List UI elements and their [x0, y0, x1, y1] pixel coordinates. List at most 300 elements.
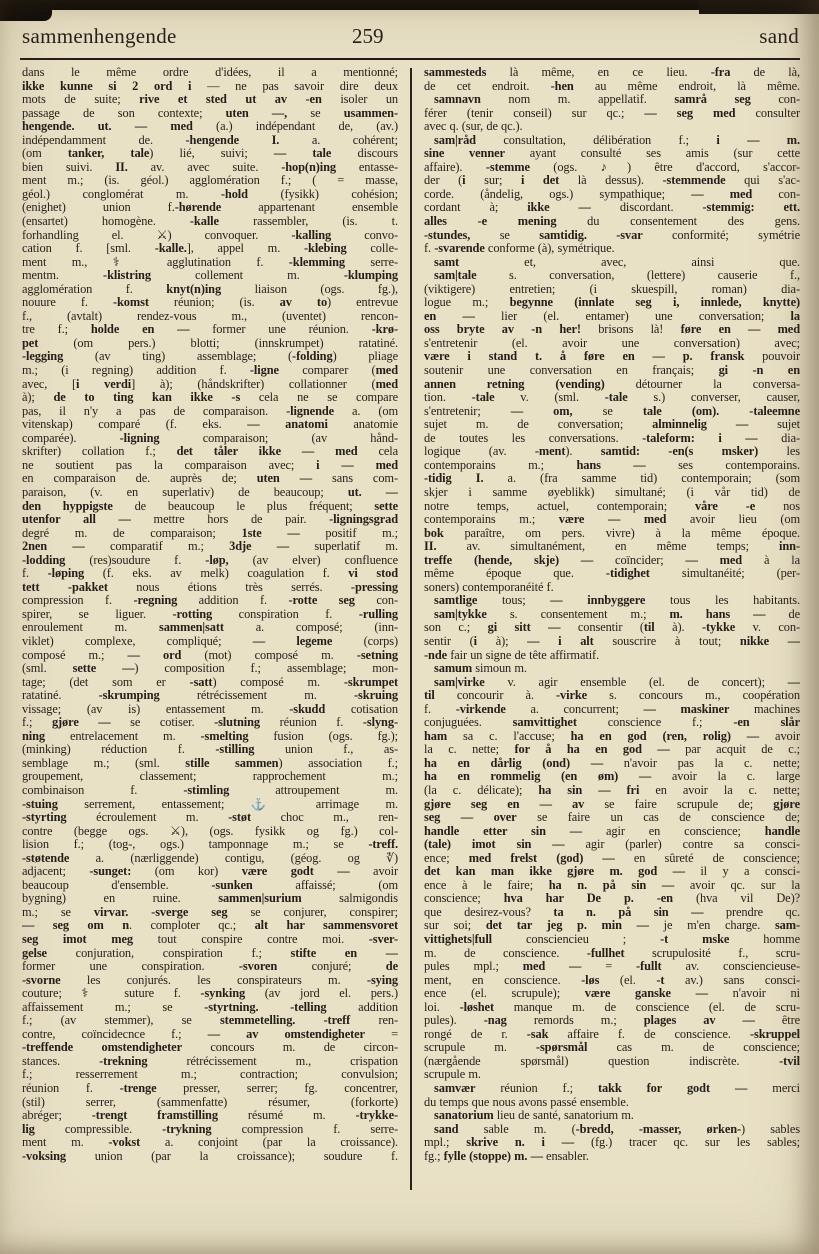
- text-line: [424, 66, 800, 80]
- headword-text: -satt: [189, 675, 213, 689]
- gloss-text: colle-: [346, 242, 398, 256]
- headword-text: fylle (stoppe) m. —: [443, 1149, 543, 1163]
- headword-text: -trykning: [162, 1122, 212, 1136]
- gloss-text: ] à); (håndskrifter) collationner (: [131, 377, 376, 391]
- headword-text: -trenge: [119, 1082, 157, 1096]
- text-line: [424, 256, 800, 270]
- gloss-text: v. (sml.: [494, 391, 605, 405]
- gloss-text: fg.;: [424, 1149, 444, 1163]
- gloss-text: comparatif m.;: [84, 540, 230, 554]
- gloss-text: scrupule m.: [424, 1068, 481, 1082]
- gloss-text: simoun m.: [472, 662, 527, 676]
- gloss-text: bien suivi.: [22, 160, 116, 174]
- headword-text: -pressing: [350, 580, 398, 594]
- text-line: [424, 784, 800, 798]
- headword-text: ha en rommelig (en øm) —: [424, 770, 652, 784]
- text-line: [22, 811, 398, 825]
- headword-text: for å ha en god —: [514, 743, 670, 757]
- gloss-text: con-: [752, 187, 800, 201]
- text-line: [424, 987, 800, 1001]
- headword-text: ha sin — fri: [538, 783, 640, 797]
- headword-text: sam-: [774, 919, 800, 933]
- headword-text: annen retning (vending): [424, 377, 605, 391]
- headword-text: (tale) imot sin —: [424, 838, 565, 852]
- gloss-text: (viktigere) entretien; (i skuespill, roman) dia-: [424, 282, 800, 296]
- headword-text: -lignende: [286, 404, 335, 418]
- text-line: [424, 527, 800, 541]
- gloss-text: du temps que nous avons passé ensemble.: [424, 1095, 629, 1109]
- headword-text: -rulling: [358, 607, 398, 621]
- text-line: [424, 798, 800, 812]
- headword-text: -skrumping: [98, 689, 160, 703]
- headword-text: det kan man ikke gjøre m. god —: [424, 865, 685, 879]
- gloss-text: ) sables: [741, 1122, 800, 1136]
- gloss-text: sujet: [748, 418, 800, 432]
- gloss-text: ses contemporains.: [645, 458, 800, 472]
- gloss-text: (res)soudure f.: [65, 553, 206, 567]
- gloss-text: rétrécissement m.: [159, 689, 355, 703]
- gloss-text: a. cohérent;: [279, 133, 398, 147]
- headword-text: -sying: [366, 973, 398, 987]
- text-line: [22, 635, 398, 649]
- headword-text: samvær: [434, 1082, 476, 1096]
- gloss-text: (fysikk) cohésion;: [247, 187, 398, 201]
- text-line: [22, 676, 398, 690]
- text-line: [424, 1136, 800, 1150]
- headword-text: -styrting: [22, 811, 67, 825]
- column-right: [424, 66, 800, 1163]
- gloss-text: et, avec, ainsi que.: [459, 255, 800, 269]
- gloss-text: agir (parler) contre sa consci-: [564, 838, 800, 852]
- text-line: [424, 594, 800, 608]
- headword-text: i verdi: [76, 377, 132, 391]
- text-line: [22, 161, 398, 175]
- gloss-text: groupement, classement; rapprochement m.;: [22, 770, 398, 784]
- gloss-text: f.; resserrement m.; contraction; convulsion;: [22, 1068, 398, 1082]
- gloss-text: (minking) réduction f.: [22, 743, 216, 757]
- text-line: [22, 825, 398, 839]
- headword-text: det tåler ikke — med: [176, 445, 358, 459]
- headword-text: —: [787, 675, 800, 689]
- headword-text: sette —: [72, 662, 135, 676]
- text-line: [22, 621, 398, 635]
- headword-text: uten —,: [225, 106, 288, 120]
- headword-text: skrive n. i —: [466, 1136, 575, 1150]
- text-line: [424, 1014, 800, 1028]
- gloss-text: ) lié, suivi;: [149, 147, 274, 161]
- text-line: [22, 919, 398, 933]
- text-line: [424, 459, 800, 473]
- headword-text: II.: [115, 160, 128, 174]
- headword-text: 3dje —: [229, 540, 290, 554]
- text-line: [424, 310, 800, 324]
- gloss-text: son c.;: [424, 621, 488, 635]
- gloss-text: discordant.: [590, 201, 703, 215]
- gloss-text: (stil) serrer, (sammenfatte) résumer, (forkorte): [22, 1095, 398, 1109]
- text-line: [22, 269, 398, 283]
- column-left: [22, 66, 398, 1163]
- text-line: [424, 947, 800, 961]
- gloss-text: logique (av.: [424, 445, 535, 459]
- text-line: [424, 120, 800, 134]
- headword-text: -løshet: [459, 1000, 494, 1014]
- headword-text: usammen-: [343, 106, 398, 120]
- gloss-text: entasse-: [336, 160, 398, 174]
- text-line: [424, 838, 800, 852]
- headword-text: -løs: [581, 973, 600, 987]
- gloss-text: pas, il n'y a pas de comparaison.: [22, 404, 287, 418]
- text-line: [22, 798, 398, 812]
- gloss-text: (hva vil De)?: [672, 892, 800, 906]
- gloss-text: avoir la c. large: [651, 770, 800, 784]
- text-line: [22, 405, 398, 419]
- gloss-text: pouvoir: [744, 350, 800, 364]
- headword-text: -skruing: [354, 689, 398, 703]
- gloss-text: skrifter) collation f.;: [22, 445, 177, 459]
- gloss-text: addition f.: [177, 594, 289, 608]
- text-line: [22, 445, 398, 459]
- headword-text: være — med: [558, 513, 667, 527]
- gloss-text: simultanéité; (per-: [649, 567, 800, 581]
- headword-text: sammesteds: [424, 66, 487, 79]
- gloss-text: ) pliage: [332, 350, 398, 364]
- headword-text: -slyng-: [362, 716, 398, 730]
- text-line: [22, 66, 398, 80]
- text-line: [424, 825, 800, 839]
- gloss-text: f.; (av stemmer), se: [22, 1014, 220, 1028]
- gloss-text: conspiration f.: [212, 607, 359, 621]
- gloss-text: anatomie: [327, 418, 398, 432]
- gloss-text: f.: [22, 567, 48, 581]
- headword-text: være i stand t. å føre en — p. fransk: [424, 350, 745, 364]
- headword-text: samrå seg: [674, 93, 751, 107]
- headword-text: alt har sammensvoret: [254, 919, 398, 933]
- headword-text: gelse: [22, 946, 47, 960]
- headword-text: samnavn: [434, 93, 481, 107]
- headword-text: -skruppel: [749, 1027, 800, 1041]
- text-line: [22, 134, 398, 148]
- headword-text: -treffende omstendigheter: [22, 1041, 182, 1055]
- gloss-text: il y a consci-: [684, 865, 800, 879]
- gloss-text: liaison (ogs. fg.),: [221, 282, 398, 296]
- text-line: [424, 608, 800, 622]
- headword-text: -stimling: [183, 783, 230, 797]
- gloss-text: les: [758, 445, 800, 459]
- gloss-text: se: [470, 228, 540, 242]
- headword-text: -nde: [424, 648, 448, 662]
- gloss-text: s. consentement m.;: [486, 607, 670, 621]
- text-line: [424, 581, 800, 595]
- gloss-text: comparaison; (av hånd-: [159, 431, 398, 445]
- guide-word-left: sammenhengende: [22, 24, 177, 48]
- gloss-text: détourner la conversa-: [604, 377, 800, 391]
- headword-text: -sak: [526, 1027, 549, 1041]
- gloss-text: remords m.;: [506, 1014, 644, 1028]
- gloss-text: conjuré;: [277, 960, 386, 974]
- text-line: [22, 364, 398, 378]
- headword-text: inn-: [779, 540, 800, 554]
- gloss-text: convo-: [331, 228, 398, 242]
- text-line: [22, 662, 398, 676]
- gloss-text: merci: [747, 1082, 800, 1096]
- headword-text: rive et sted ut av -en: [139, 93, 322, 107]
- text-line: [424, 134, 800, 148]
- headword-text: med: [375, 364, 398, 378]
- headword-text: av to: [279, 296, 328, 310]
- gloss-text: coïncider;: [593, 553, 686, 567]
- headword-text: -voksing: [22, 1149, 66, 1163]
- gloss-text: adjacent;: [22, 865, 90, 879]
- text-line: [22, 459, 398, 473]
- headword-text: -stundes,: [424, 228, 471, 242]
- headword-text: -tvil: [779, 1054, 800, 1068]
- gloss-text: mpl.;: [424, 1136, 467, 1150]
- text-line: [424, 242, 800, 256]
- headword-text: -fullt: [636, 960, 662, 974]
- gloss-text: m.; se: [22, 905, 94, 919]
- headword-text: — med: [685, 553, 743, 567]
- gloss-text: (a.) indépendant de, (av.): [192, 120, 398, 134]
- text-line: [22, 418, 398, 432]
- text-line: [22, 527, 398, 541]
- text-line: [424, 974, 800, 988]
- gloss-text: sa c. l'accuse;: [447, 729, 571, 743]
- gloss-text: concours m. de circon-: [181, 1041, 398, 1055]
- gloss-text: agglomération f.: [22, 282, 167, 296]
- gloss-text: avoir: [349, 865, 398, 879]
- headword-text: -hengende I.: [185, 133, 280, 147]
- gloss-text: dans le même ordre d'idées, il a mentionné;: [22, 66, 398, 79]
- gloss-text: avoir: [759, 729, 800, 743]
- gloss-text: rongé de r.: [424, 1027, 527, 1041]
- gloss-text: a. (fra samme tid) contemporain; (som: [483, 472, 800, 486]
- headword-text: -ligning: [119, 431, 160, 445]
- text-line: [424, 432, 800, 446]
- text-line: [424, 418, 800, 432]
- headword-text: tett -pakket: [22, 580, 108, 594]
- gloss-text: ment m.: [22, 1136, 109, 1150]
- text-line: [22, 174, 398, 188]
- headword-text: de to ting kan ikke -s: [53, 391, 241, 405]
- headword-text: -klistring: [103, 269, 151, 283]
- text-line: [22, 716, 398, 730]
- headword-text: oss bryte av -n her!: [424, 323, 581, 337]
- headword-text: 2nen —: [22, 540, 85, 554]
- headword-text: -svorne: [22, 973, 61, 987]
- text-line: [22, 323, 398, 337]
- gloss-text: ence;: [424, 851, 469, 865]
- text-line: [424, 635, 800, 649]
- headword-text: det tar jeg p. min —: [485, 919, 649, 933]
- headword-text: samt: [434, 255, 460, 269]
- text-line: [424, 1150, 800, 1164]
- gloss-text: ence (el. scrupule);: [424, 987, 585, 1001]
- headword-text: -hørende: [174, 201, 222, 215]
- text-line: [22, 283, 398, 297]
- headword-text: være ganske —: [584, 987, 708, 1001]
- gloss-text: s'entretenir;: [424, 404, 511, 418]
- gloss-text: pules).: [424, 1014, 484, 1028]
- gloss-text: stances.: [22, 1054, 100, 1068]
- gloss-text: (av elver) confluence: [228, 553, 398, 567]
- gloss-text: être: [754, 1014, 800, 1028]
- gloss-text: ) composé m.: [212, 675, 344, 689]
- text-line: [22, 1136, 398, 1150]
- gloss-text: ment m.; (is. géol.) agglomération f.; ( = masse,: [22, 174, 398, 188]
- gloss-text: prendre qc.: [703, 905, 800, 919]
- gloss-text: attroupement m.: [229, 783, 398, 797]
- gloss-text: pules mpl.;: [424, 960, 523, 974]
- headword-text: hans —: [576, 458, 646, 472]
- gloss-text: paraison, (v. en superlativ) de beaucoup;: [22, 485, 348, 499]
- headword-text: ha en dårlig (ond) —: [424, 756, 603, 770]
- gloss-text: f.: [424, 702, 456, 716]
- headword-text: — seg om n: [22, 919, 130, 933]
- headword-text: -løping: [47, 567, 85, 581]
- text-line: [22, 960, 398, 974]
- gloss-text: (corps): [332, 634, 398, 648]
- text-line: [424, 229, 800, 243]
- text-line: [424, 906, 800, 920]
- gloss-text: ence à le faire;: [424, 878, 549, 892]
- gloss-text: salmigondis: [301, 892, 398, 906]
- text-line: [22, 147, 398, 161]
- gloss-text: ensabler.: [542, 1149, 589, 1163]
- gloss-text: discours: [331, 147, 398, 161]
- gloss-text: av. consciencieuse-: [661, 960, 800, 974]
- gloss-text: affaissement m.; se: [22, 1000, 205, 1014]
- gloss-text: avec q. (sur, de qc.).: [424, 120, 523, 134]
- gloss-text: . comploter qc.;: [129, 919, 255, 933]
- gloss-text: — ne pas savoir dire deux: [191, 79, 398, 93]
- headword-text: — om,: [510, 404, 573, 418]
- text-line: [424, 1041, 800, 1055]
- gloss-text: contre (begge ogs. ⚔), (ogs. fysikk og fg.) col-: [22, 824, 398, 838]
- gloss-text: combinaison f.: [22, 783, 184, 797]
- headword-text: 1ste —: [241, 526, 300, 540]
- gloss-text: a. conjoint (par la croissance).: [140, 1136, 398, 1150]
- gloss-text: superlatif m.: [289, 540, 398, 554]
- headword-text: -tidighet: [605, 567, 650, 581]
- gloss-text: n'avoir pas la c. nette;: [602, 756, 800, 770]
- text-line: [22, 1068, 398, 1082]
- gloss-text: nous étions très serrés.: [107, 580, 351, 594]
- headword-text: -t mske: [660, 933, 730, 946]
- gloss-text: mentm.: [22, 269, 104, 283]
- headword-text: handle etter sin —: [424, 824, 583, 838]
- text-line: [424, 621, 800, 635]
- gloss-text: corde. (åndelig, ogs.) sympathique;: [424, 187, 692, 201]
- gloss-text: de beaucoup le plus fréquent;: [112, 499, 375, 513]
- gloss-text: en comparaison de. auprès de;: [22, 472, 257, 486]
- headword-text: -trekning: [99, 1054, 148, 1068]
- gloss-text: conscience f.;: [576, 716, 734, 730]
- headword-text: -støt: [228, 811, 252, 825]
- headword-text: -treff.: [368, 838, 398, 852]
- gloss-text: ).: [565, 445, 601, 459]
- gloss-text: souscrire à tout;: [593, 634, 740, 648]
- gloss-text: se conjurer, conspirer;: [227, 905, 398, 919]
- headword-text: ta n. på sin —: [553, 905, 704, 919]
- headword-text: samtidig. -svar: [539, 228, 643, 242]
- text-line: [22, 310, 398, 324]
- headword-text: hva har De p. -en: [503, 892, 673, 906]
- page-header: [22, 24, 799, 56]
- headword-text: -sver-: [368, 933, 398, 946]
- text-line: [22, 107, 398, 121]
- gloss-text: (f. eks. av melk) coagulation f.: [84, 567, 349, 581]
- gloss-text: en avoir la c. nette;: [639, 783, 800, 797]
- text-line: [22, 1150, 398, 1164]
- headword-text: -nag: [483, 1014, 507, 1028]
- headword-text: i — m.: [716, 133, 800, 147]
- page-number: 259: [352, 24, 384, 48]
- text-line: [22, 120, 398, 134]
- text-line: [424, 892, 800, 906]
- gloss-text: conscience;: [424, 892, 504, 906]
- gloss-text: ment, en conscience.: [424, 973, 582, 987]
- gloss-text: logue m.;: [424, 296, 510, 310]
- text-line: [424, 1055, 800, 1069]
- headword-text: -kalle.: [154, 242, 187, 256]
- gloss-text: (la c. délicate);: [424, 783, 539, 797]
- text-line: [424, 540, 800, 554]
- text-line: [424, 161, 800, 175]
- gloss-text: vissage; (av is) entassement m.: [22, 702, 290, 716]
- text-line: [424, 350, 800, 364]
- gloss-text: se cotiser.: [110, 716, 215, 730]
- gloss-text: là même, en ce lieu.: [486, 66, 711, 79]
- headword-text: være godt —: [241, 865, 350, 879]
- headword-text: -virkende: [455, 702, 506, 716]
- gloss-text: s. conversation, (lettere) causerie f.,: [476, 269, 800, 283]
- gloss-text: serre-: [345, 255, 398, 269]
- text-line: [22, 743, 398, 757]
- headword-text: i det: [520, 174, 560, 188]
- headword-text: gi -n en: [718, 364, 800, 378]
- headword-text: seg — over: [424, 811, 517, 825]
- headword-text: -støtende: [22, 851, 70, 865]
- gloss-text: av.) sans consci-: [664, 973, 800, 987]
- text-line: [22, 757, 398, 771]
- gloss-text: affaire).: [424, 160, 486, 174]
- gloss-text: rétrécissement m., crispation: [147, 1054, 398, 1068]
- gloss-text: compression f. serre-: [211, 1122, 398, 1136]
- headword-text: -folding: [292, 350, 333, 364]
- gloss-text: comparée).: [22, 431, 120, 445]
- headword-text: -svoren: [238, 960, 278, 974]
- gloss-text: à);: [22, 391, 54, 405]
- text-line: [22, 1096, 398, 1110]
- gloss-text: tion.: [424, 391, 472, 405]
- gloss-text: m. de conscience.: [424, 946, 587, 960]
- headword-text: -ment: [534, 445, 566, 459]
- gloss-text: agir en conscience;: [582, 824, 765, 838]
- headword-text: -skrumpet: [343, 675, 398, 689]
- text-line: [424, 405, 800, 419]
- gloss-text: (om kor): [131, 865, 242, 879]
- gloss-text: mettre hors de pair.: [130, 513, 330, 527]
- text-line: [424, 269, 800, 283]
- headword-text: ham: [424, 729, 448, 743]
- text-line: [22, 201, 398, 215]
- text-line: [424, 703, 800, 717]
- headword-text: utenfor all —: [22, 513, 131, 527]
- gloss-text: spirer, se liguer.: [22, 607, 173, 621]
- gloss-text: av. avec suite.: [127, 160, 282, 174]
- headword-text: sammen|surium: [218, 892, 302, 906]
- gloss-text: cela: [357, 445, 398, 459]
